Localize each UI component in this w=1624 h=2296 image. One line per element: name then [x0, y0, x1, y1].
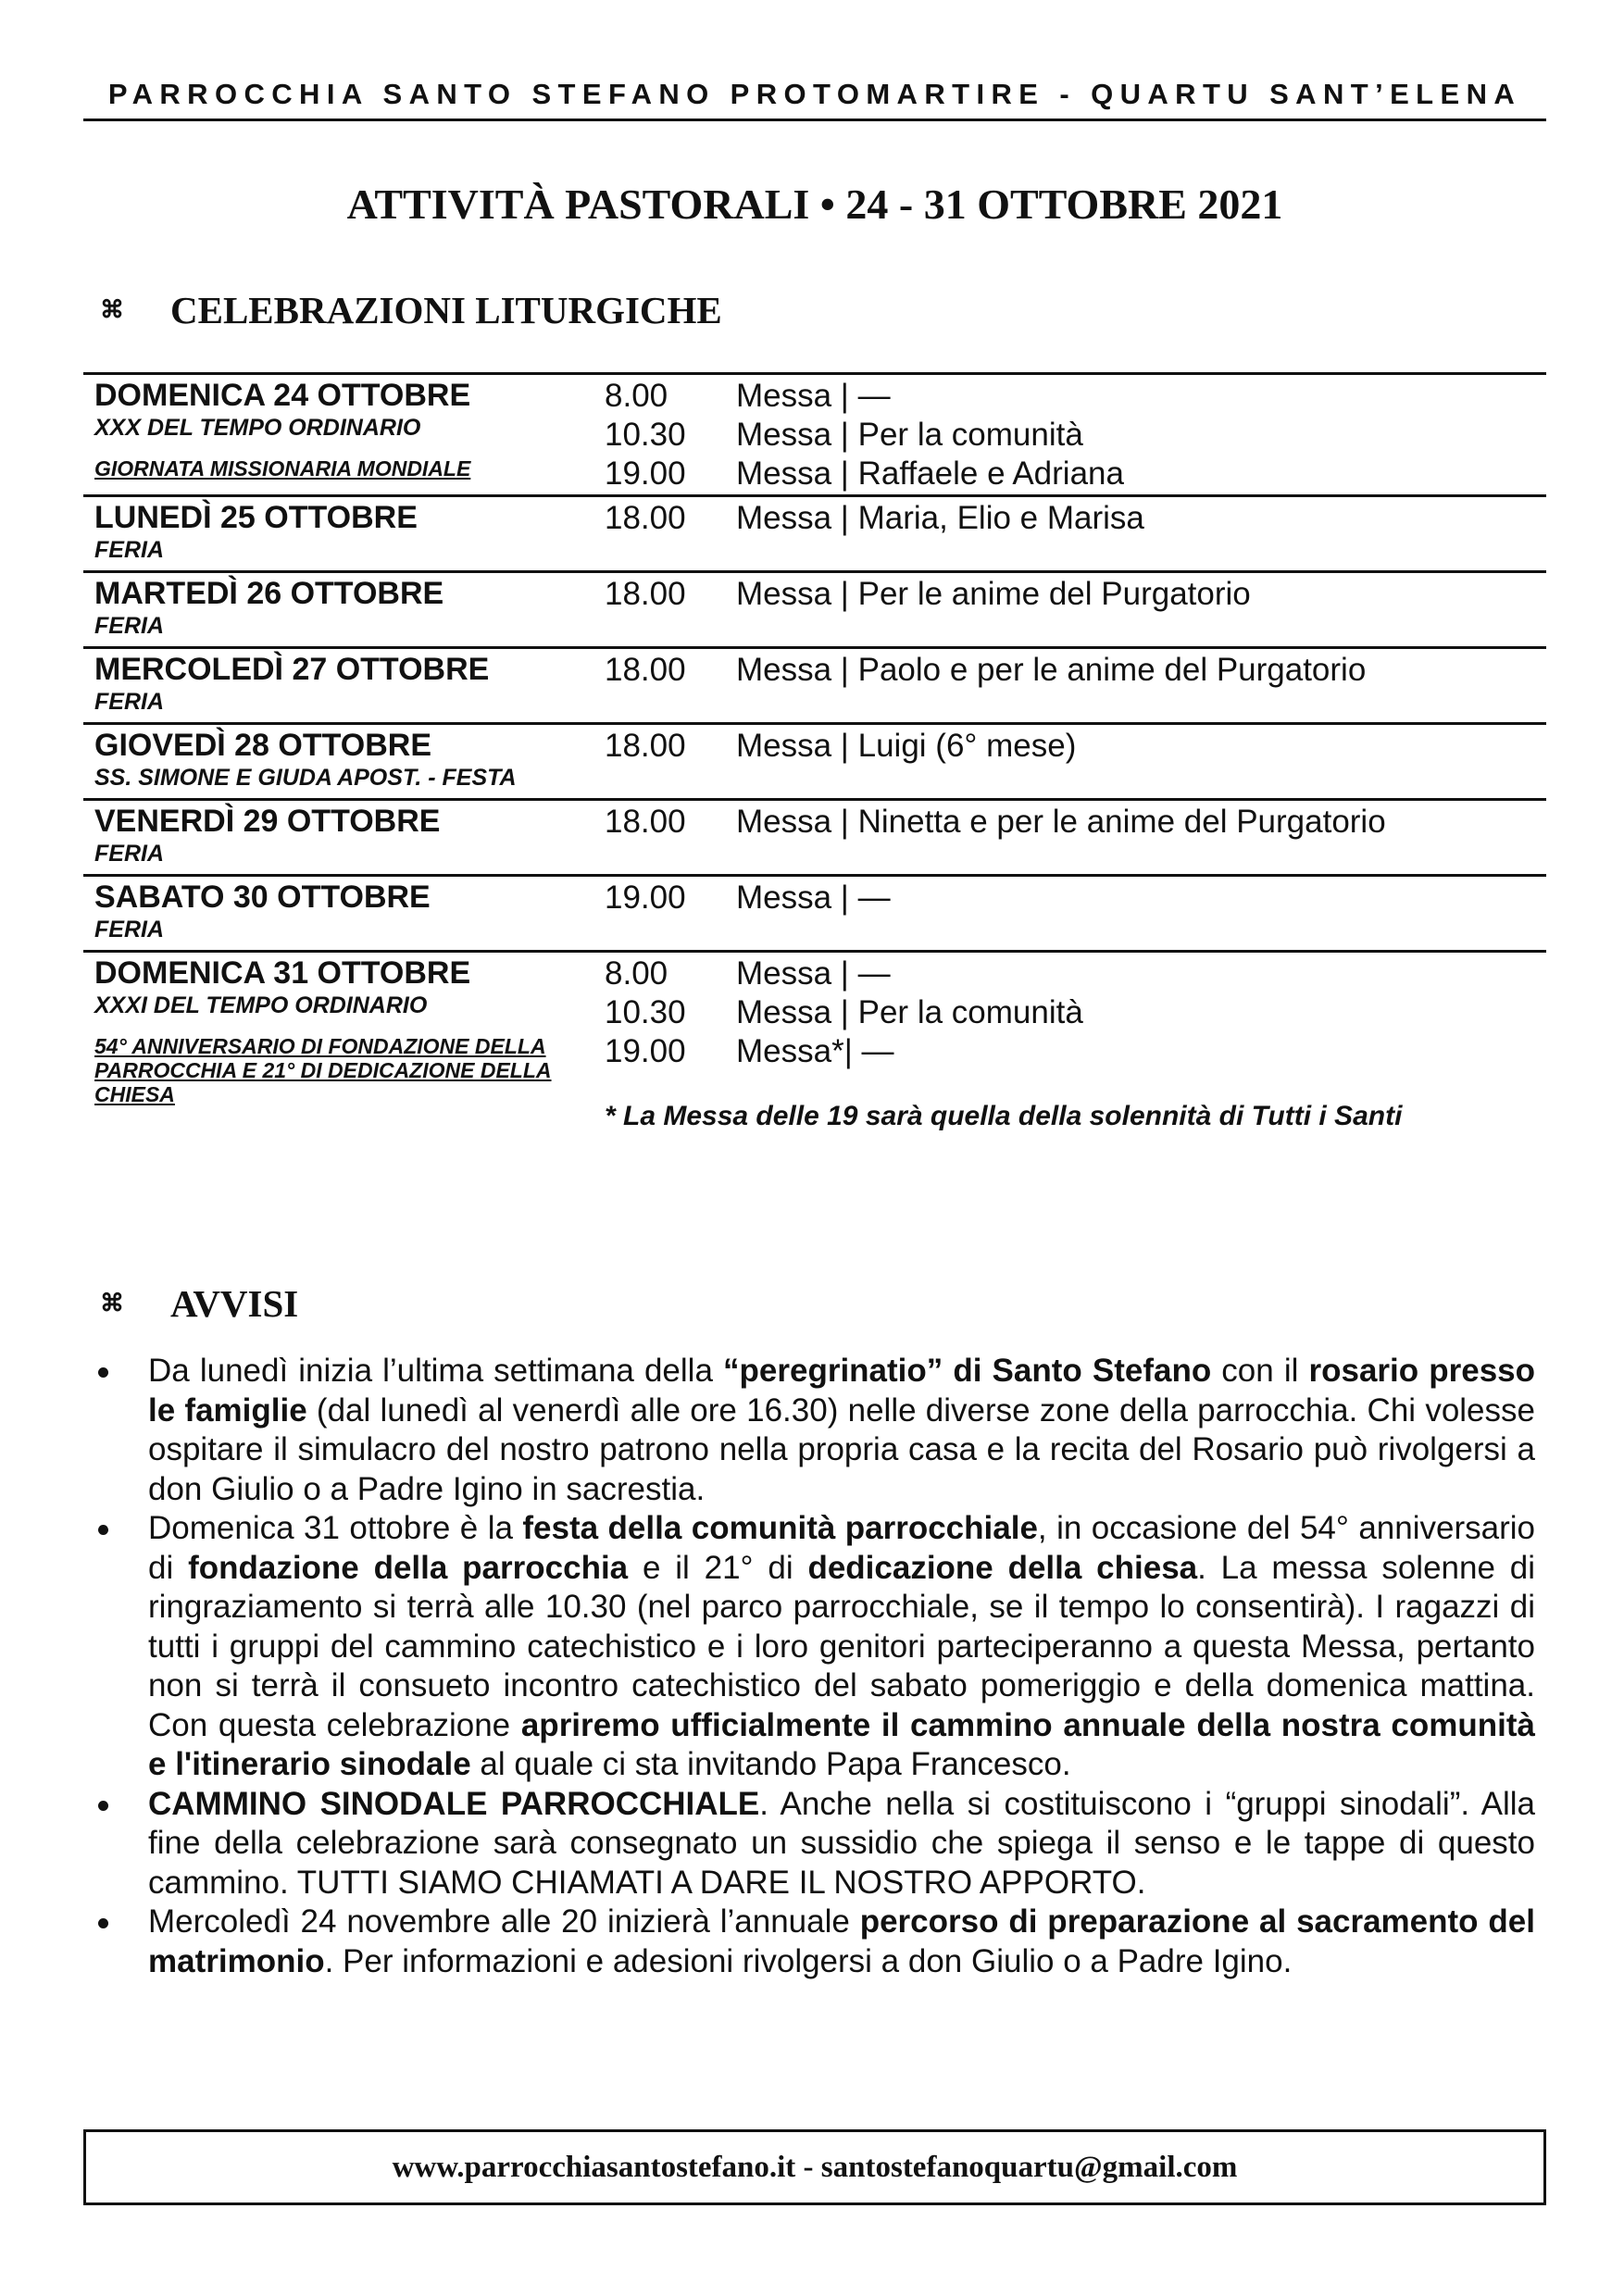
notice-item: [91, 1509, 1535, 1785]
day-name: LUNEDÌ 25 OTTOBRE: [94, 500, 418, 535]
day-info: [94, 377, 594, 480]
mass-intention: Messa*| —: [736, 1033, 894, 1069]
notice-text: , in occasione del 54° anniversario di: [148, 1510, 1535, 1586]
mass-time: 8.00: [605, 378, 668, 414]
liturgical-day: FERIA: [94, 689, 164, 715]
notice-text: . Per informazioni e adesioni rivolgersi a don Giulio o a Padre Igino.: [324, 1942, 1293, 1979]
notice-item: [91, 1785, 1535, 1903]
mass-intention: Messa | Per la comunità: [736, 417, 1083, 453]
notice-emphasis: percorso di preparazione al sacramento del matrimonio: [148, 1903, 1535, 1979]
notice-emphasis: festa della comunità parrocchiale: [522, 1510, 1038, 1546]
day-name: DOMENICA 31 OTTOBRE: [94, 955, 471, 991]
section-heading-celebrations: [100, 282, 722, 338]
mass-time: 10.30: [605, 417, 686, 453]
mass-time: 18.00: [605, 804, 686, 840]
mass-time: 10.30: [605, 994, 686, 1030]
schedule-day-row: [83, 874, 1546, 950]
notices-list: [91, 1352, 1535, 1981]
section-title: AVVISI: [170, 1282, 299, 1325]
liturgical-day: XXXI DEL TEMPO ORDINARIO: [94, 992, 428, 1018]
mass-intention: Messa | Luigi (6° mese): [736, 728, 1077, 764]
notice-text: . Anche nella si costituiscono i “gruppi sinodali”. Alla fine della celebrazione sarà consegnato un sussidio che spiega il senso e le tappe di questo cammino. TUTTI SIAMO CHIAMATI A DARE IL NOSTRO APPORTO.: [148, 1785, 1535, 1901]
liturgical-day: FERIA: [94, 613, 164, 639]
notice-text: Domenica 31 ottobre è la: [148, 1510, 523, 1546]
day-name: MERCOLEDÌ 27 OTTOBRE: [94, 652, 490, 687]
notice-text: Mercoledì 24 novembre alle 20 inizierà l’annuale: [148, 1903, 860, 1940]
mass-footnote: * La Messa delle 19 sarà quella della solennità di Tutti i Santi: [605, 1101, 1403, 1131]
mass-time: 18.00: [605, 652, 686, 688]
header-divider: [83, 119, 1546, 121]
page-title: ATTIVITÀ PASTORALI • 24 - 31 OTTOBRE 2021: [346, 181, 1283, 228]
mass-time: 19.00: [605, 880, 686, 916]
mass-time: 8.00: [605, 955, 668, 992]
schedule-day-row: [83, 798, 1546, 874]
day-info: [94, 879, 594, 943]
day-info: [94, 803, 594, 867]
mass-time: 19.00: [605, 455, 686, 492]
liturgical-day: SS. SIMONE E GIUDA APOST. - FESTA: [94, 765, 517, 791]
notice-item: [91, 1352, 1535, 1509]
notice-text: . La messa solenne di ringraziamento si terrà alle 10.30 (nel parco parrocchiale, se il tempo lo consentirà). I ragazzi di tutti i gruppi del cammino catechistico e i loro genitori parteciperanno a questa Messa, pertanto non si terrà il consueto incontro catechistico del sabato pomeriggio e della domenica mattina. Con questa celebrazione: [148, 1549, 1536, 1743]
notice-item: [91, 1903, 1535, 1981]
notice-emphasis: CAMMINO SINODALE PARROCCHIALE: [148, 1785, 760, 1822]
section-title: CELEBRAZIONI LITURGICHE: [170, 289, 722, 331]
bullet-dot-icon: [98, 1801, 108, 1811]
mass-intention: Messa | —: [736, 378, 891, 414]
notice-emphasis: rosario presso le famiglie: [148, 1353, 1536, 1429]
cross-bullet-icon: ⌘: [100, 296, 124, 323]
mass-intention: Messa | Per le anime del Purgatorio: [736, 576, 1251, 612]
day-name: MARTEDÌ 26 OTTOBRE: [94, 576, 444, 611]
day-name: DOMENICA 24 OTTOBRE: [94, 378, 471, 413]
schedule-day-row: [83, 372, 1546, 494]
mass-time: 18.00: [605, 728, 686, 764]
liturgical-day: FERIA: [94, 537, 164, 563]
section-heading-notices: [100, 1276, 298, 1331]
notice-emphasis: dedicazione della chiesa: [807, 1549, 1198, 1586]
day-info: [94, 575, 594, 640]
notice-emphasis: fondazione della parrocchia: [188, 1549, 629, 1586]
day-name: GIOVEDÌ 28 OTTOBRE: [94, 728, 432, 763]
day-note: 54° ANNIVERSARIO DI FONDAZIONE DELLA PARROCCHIA E 21° DI DEDICAZIONE DELLA CHIESA: [94, 1034, 552, 1106]
mass-time: 18.00: [605, 576, 686, 612]
day-info: [94, 651, 594, 716]
mass-intention: Messa | —: [736, 955, 891, 992]
notice-text: al quale ci sta invitando Papa Francesco.: [470, 1746, 1071, 1782]
bullet-dot-icon: [98, 1918, 108, 1928]
mass-intention: Messa | Raffaele e Adriana: [736, 455, 1124, 492]
schedule-day-row: [83, 646, 1546, 722]
day-info: [94, 499, 594, 564]
notice-text: Da lunedì inizia l’ultima settimana della: [148, 1353, 724, 1389]
notice-text: (dal lunedì al venerdì alle ore 16.30) nelle diverse zone della parrocchia. Chi volesse ospitare il simulacro del nostro patrono nella propria casa e la recita del Rosario può rivolgersi a don Giulio o a Padre Igino in sacrestia.: [148, 1391, 1535, 1507]
day-name: SABATO 30 OTTOBRE: [94, 880, 431, 915]
liturgical-day: XXX DEL TEMPO ORDINARIO: [94, 415, 421, 441]
cross-bullet-icon: ⌘: [100, 1290, 124, 1316]
liturgical-day: FERIA: [94, 917, 164, 942]
liturgical-day: FERIA: [94, 841, 164, 867]
day-note: GIORNATA MISSIONARIA MONDIALE: [94, 456, 471, 480]
mass-time: 19.00: [605, 1033, 686, 1069]
mass-intention: Messa | —: [736, 880, 891, 916]
footer-contact: [83, 2129, 1546, 2205]
bullet-dot-icon: [98, 1367, 108, 1378]
bullet-dot-icon: [98, 1525, 108, 1535]
mass-time: 18.00: [605, 500, 686, 536]
notice-emphasis: apriremo ufficialmente il cammino annuale della nostra comunità e l'itinerario sinodale: [148, 1706, 1535, 1782]
schedule-day-row: [83, 570, 1546, 646]
parish-header: PARROCCHIA SANTO STEFANO PROTOMARTIRE - QUARTU SANT’ELENA: [107, 78, 1522, 110]
notice-emphasis: “peregrinatio” di Santo Stefano: [723, 1353, 1212, 1389]
schedule-day-row: [83, 494, 1546, 570]
footer-text: www.parrocchiasantostefano.it - santostefanoquartu@gmail.com: [392, 2150, 1238, 2184]
mass-intention: Messa | Paolo e per le anime del Purgatorio: [736, 652, 1367, 688]
day-name: VENERDÌ 29 OTTOBRE: [94, 804, 441, 839]
day-info: [94, 727, 594, 792]
notice-text: e il 21° di: [628, 1549, 808, 1586]
schedule-day-row: [83, 722, 1546, 798]
mass-intention: Messa | Ninetta e per le anime del Purgatorio: [736, 804, 1386, 840]
mass-intention: Messa | Per la comunità: [736, 994, 1083, 1030]
liturgical-schedule: [83, 372, 1546, 1131]
schedule-day-row: [83, 950, 1546, 1131]
day-info: [94, 955, 594, 1106]
mass-intention: Messa | Maria, Elio e Marisa: [736, 500, 1144, 536]
notice-text: con il: [1211, 1353, 1309, 1389]
